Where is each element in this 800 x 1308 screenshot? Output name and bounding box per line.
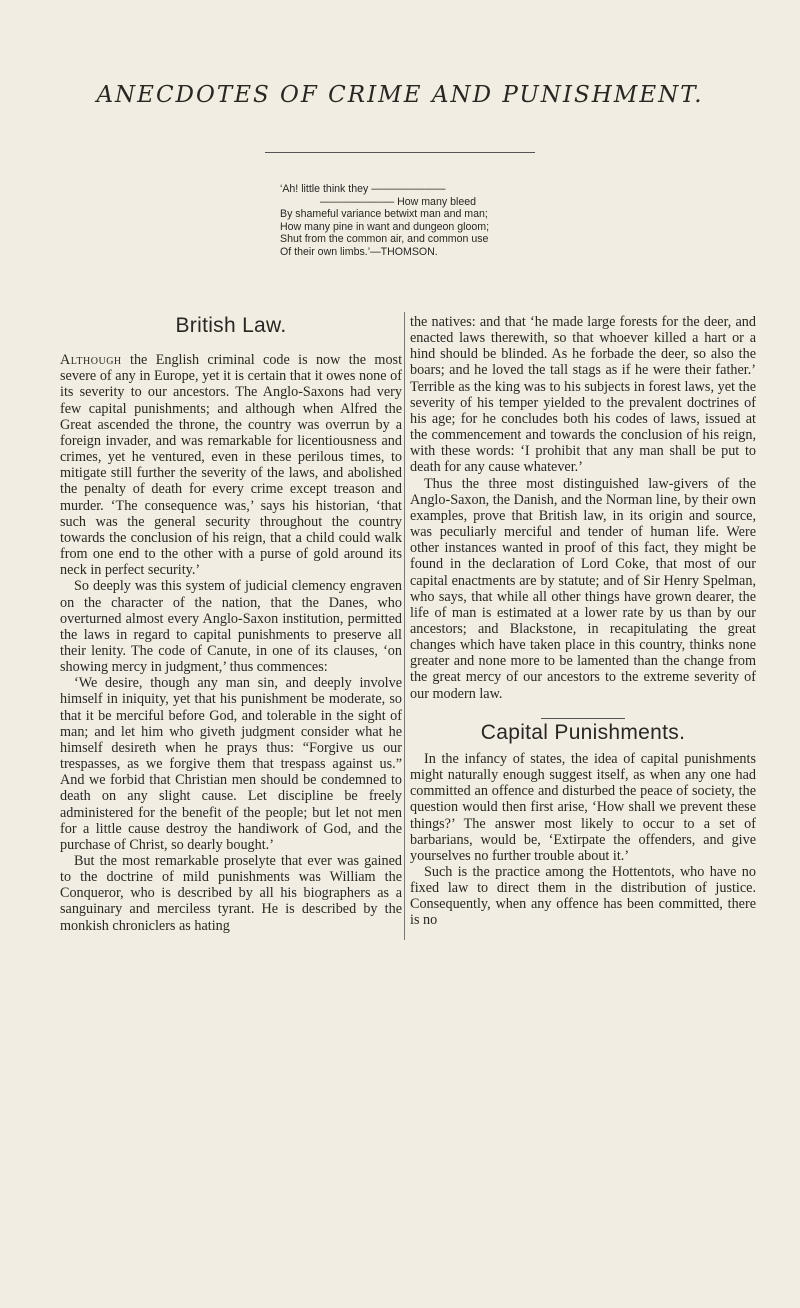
epigraph <box>280 183 580 259</box>
paragraph: So deeply was this system of judicial clemency engraven on the character of the nation, that the Danes, who overturned almost every Anglo-Saxon institution, permitted the laws in regard to capital punishments to preserve all their lenity. The code of Canute, in one of its clauses, ‘on showing mercy in judgment,’ thus commences: <box>60 578 402 676</box>
epigraph-line: How many pine in want and dungeon gloom; <box>280 220 490 233</box>
paragraph <box>60 352 402 578</box>
paragraph: Such is the practice among the Hottentots, who have no fixed law to direct them in the distribution of justice. Consequently, when any offence has been committed, there is no <box>410 864 756 929</box>
paragraph: In the infancy of states, the idea of capital punishments might naturally enough suggest itself, as when any one had committed an offence and disturbed the peace of society, the question would then first arise, ‘How shall we prevent these things?’ The answer most likely to occur to a set of barbarians, would be, ‘Extirpate the offenders, and give yourselves no further trouble about it.’ <box>410 750 756 864</box>
paragraph: ‘We desire, though any man sin, and deeply involve himself in iniquity, yet that his punishment be moderate, so that it be merciful before God, and tolerable in the sight of man; and let him who giveth judgment consider what he himself desireth when he prays thus: “Forgive us our trespasses, as we forgive them that trespass against us.” And we forbid that Christian men should be condemned to death on any slight cause. Let discipline be freely administered for the benefit of the people; but let not men for a little cause destroy the handiwork of God, and the purchase of Christ, so dearly bought.’ <box>60 675 402 853</box>
epigraph-line: Shut from the common air, and common use <box>280 233 489 246</box>
lead-word: Although <box>60 352 122 369</box>
left-column <box>60 314 403 934</box>
title-rule <box>265 152 535 153</box>
page-title: ANECDOTES OF CRIME AND PUNISHMENT. <box>96 82 704 108</box>
epigraph-line: By shameful variance betwixt man and man; <box>280 208 488 221</box>
epigraph-line: Of their own limbs.’—THOMSON. <box>280 245 438 258</box>
section-heading-british-law: British Law. <box>175 314 287 337</box>
paragraph: But the most remarkable proselyte that ever was gained to the doctrine of mild punishments was William the Conqueror, who is described by all his biographers as a sanguinary and merciless tyrant. He is described by the monkish chroniclers as hating <box>60 853 402 934</box>
column-rule <box>404 312 405 940</box>
section-heading-capital-punishments: Capital Punishments. <box>480 720 686 744</box>
paragraph: Thus the three most distinguished law-givers of the Anglo-Saxon, the Danish, and the Norman line, by their own examples, prove that British law, in its origin and source, was peculiarly merciful and tender of human life. Were other instances wanted in proof of this fact, they might be found in the declaration of Lord Coke, that most of our capital enactments are by statute; and of Sir Henry Spelman, who says, that while all other things have grown dearer, the life of man is estimated at a lower rate by us than by our ancestors; and Blackstone, in recapitulating the great changes which have taken place in this country, thinks none greater and none more to be lamented than the change from the great mercy of our ancestors to the extreme severity of our modern law. <box>410 475 756 702</box>
section-divider <box>541 718 625 719</box>
paragraph: the natives: and that ‘he made large forests for the deer, and enacted laws therewith, so that whoever killed a hart or a hind should be blinded. As he forbade the deer, so also the boars; and he loved the tall stags as if he were their father.’ Terrible as the king was to his subjects in forest laws, yet the severity of his temper yielded to the prevalent doctrines of his age; for he concludes both his codes of laws, issued at the commencement and towards the conclusion of his reign, with these words: ‘I prohibit that any man shall be put to death for any cause whatever.’ <box>410 314 756 476</box>
epigraph-line: ‘Ah! little think they ——————— <box>280 183 446 195</box>
right-column <box>410 314 756 929</box>
epigraph-line: ——————— How many bleed <box>320 195 477 208</box>
paragraph-text: the English criminal code is now the most severe of any in Europe, yet it is certain that it owes none of its severity to our ancestors. The Anglo-Saxons had very few capital punishments; and although when Alfred the Great ascended the throne, the country was overrun by a foreign invader, and was remarkable for licentiousness and crimes, yet he ventured, even in these perilous times, to mitigate still further the severity of the laws, and abolished the penalty of death for every crime except treason and murder. ‘The consequence was,’ says his historian, ‘that such was the general security throughout the country towards the conclusion of his reign, that a child could walk from one end to the other with a purse of gold around its neck in perfect security.’ <box>60 352 403 579</box>
